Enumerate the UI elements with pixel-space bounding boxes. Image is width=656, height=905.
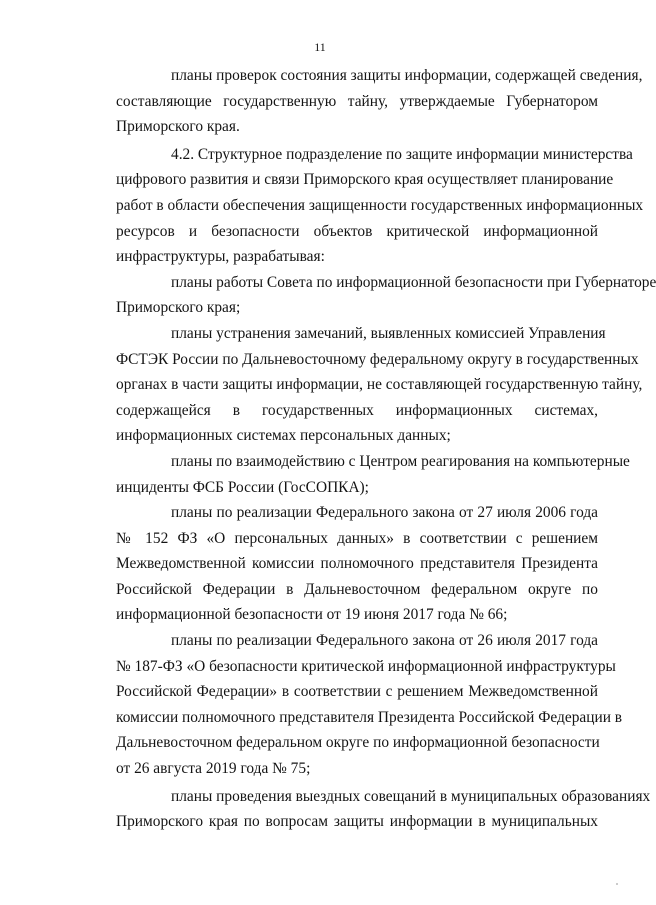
text-line: планы по реализации Федерального закона от 26 июля 2017 года — [171, 632, 598, 650]
text-line: ФСТЭК России по Дальневосточному федеральному округу в государственных — [116, 350, 639, 368]
text-line: Российской Федерации в Дальневосточном федеральном округе по — [116, 580, 598, 598]
page-number: 11 — [314, 40, 326, 54]
text-line: Приморского края. — [116, 118, 240, 136]
text-line: комиссии полномочного представителя Президента Российской Федерации в — [116, 708, 623, 726]
text-line: цифрового развития и связи Приморского края осуществляет планирование — [116, 171, 614, 189]
text-line: Приморского края; — [116, 299, 241, 317]
text-line: инфраструктуры, разрабатывая: — [116, 248, 325, 266]
text-line: 4.2. Структурное подразделение по защите информации министерства — [171, 145, 633, 163]
text-line: органах в части защиты информации, не составляющей государственную тайну, — [116, 376, 643, 394]
text-line: ресурсов и безопасности объектов критической информационной — [116, 222, 598, 240]
text-line: планы проведения выездных совещаний в муниципальных образованиях — [171, 787, 651, 805]
text-line: Приморского края по вопросам защиты информации в муниципальных — [116, 813, 598, 831]
text-line: от 26 августа 2019 года № 75; — [116, 760, 311, 778]
text-line: Межведомственной комиссии полномочного представителя Президента — [116, 555, 598, 573]
text-line: информационных системах персональных данных; — [116, 427, 451, 445]
text-line: планы устранения замечаний, выявленных комиссией Управления — [171, 324, 606, 342]
document-body — [116, 63, 656, 835]
text-line: планы работы Совета по информационной безопасности при Губернаторе — [171, 273, 656, 291]
text-line: содержащейся в государственных информационных системах, — [116, 401, 598, 419]
text-line: Дальневосточном федеральном округе по информационной безопасности — [116, 734, 600, 752]
text-line: № 152 ФЗ «О персональных данных» в соответствии с решением — [116, 529, 598, 547]
text-line: Российской Федерации» в соответствии с решением Межведомственной — [116, 683, 598, 701]
text-line: инциденты ФСБ России (ГосСОПКА); — [116, 478, 369, 496]
text-line: информационной безопасности от 19 июня 2017 года № 66; — [116, 606, 508, 624]
text-line: планы по взаимодействию с Центром реагирования на компьютерные — [171, 452, 630, 470]
text-line: планы проверок состояния защиты информации, содержащей сведения, — [171, 67, 643, 84]
text-line: № 187-ФЗ «О безопасности критической информационной инфраструктуры — [116, 657, 616, 675]
text-line: работ в области обеспечения защищенности государственных информационных — [116, 196, 644, 214]
text-line: составляющие государственную тайну, утверждаемые Губернатором — [116, 92, 598, 110]
scan-artifact — [616, 883, 618, 885]
text-line: планы по реализации Федерального закона от 27 июля 2006 года — [171, 504, 598, 522]
